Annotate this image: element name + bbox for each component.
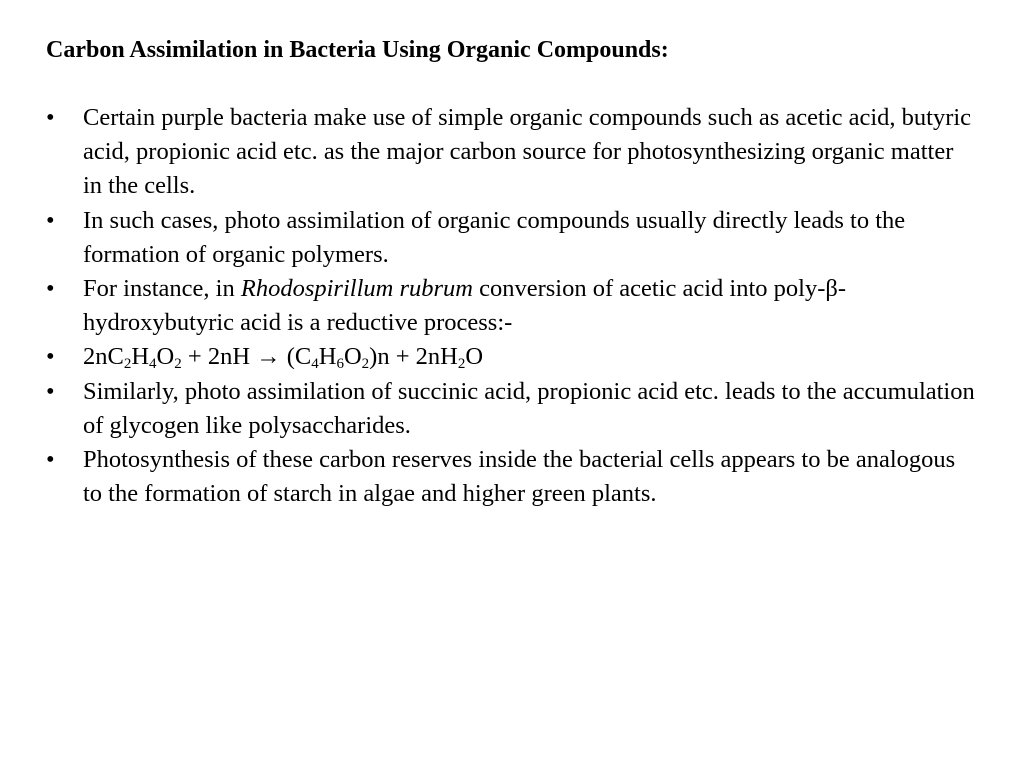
eq-subscript: 2 <box>361 356 370 373</box>
eq-part: H <box>318 343 337 371</box>
slide-title: Carbon Assimilation in Bacteria Using Organic Compounds: <box>46 37 669 63</box>
eq-subscript: 6 <box>336 356 344 373</box>
bullet-text: Certain purple bacteria make use of simple organic compounds such as acetic acid, butyric acid, propionic acid etc. as the major carbon source for photosynthesizing organic matter in the cells. <box>83 104 972 200</box>
bullet-marker: • <box>46 104 55 131</box>
eq-part: H <box>131 343 150 371</box>
bullet-marker: • <box>46 206 55 234</box>
bullet-list <box>46 101 976 511</box>
chemical-equation <box>83 343 484 373</box>
eq-part: O <box>465 343 484 371</box>
eq-part: 2nC <box>83 343 124 371</box>
bullet-item-5 <box>46 375 976 443</box>
eq-subscript: 4 <box>149 356 157 373</box>
eq-part: )n + 2nH <box>369 343 458 371</box>
eq-subscript: 4 <box>311 356 319 373</box>
organism-name: Rhodospirillum rubrum <box>240 275 473 303</box>
bullet-marker: • <box>46 377 55 405</box>
eq-subscript: 2 <box>174 356 182 373</box>
bullet-item-4-equation <box>46 340 976 374</box>
bullet-marker: • <box>46 275 55 303</box>
eq-part: O <box>156 343 175 371</box>
eq-part: O <box>343 343 362 371</box>
bullet-item-2 <box>46 204 976 272</box>
bullet-item-1 <box>46 101 976 204</box>
bullet-marker: • <box>46 343 55 371</box>
bullet-item-3 <box>46 272 976 340</box>
bullet-text-after: conversion of acetic acid into poly-β-hydroxybutyric acid is a reductive process:- <box>83 275 846 337</box>
bullet-text: Similarly, photo assimilation of succinic acid, propionic acid etc. leads to the accumulation of glycogen like polysaccharides. <box>83 377 975 439</box>
bullet-text-before: For instance, in <box>83 275 241 303</box>
bullet-marker: • <box>46 446 55 474</box>
bullet-text: In such cases, photo assimilation of organic compounds usually directly leads to the formation of organic polymers. <box>83 206 906 268</box>
bullet-item-6 <box>46 443 976 511</box>
bullet-text: Photosynthesis of these carbon reserves inside the bacterial cells appears to be analogous to the formation of starch in algae and higher green plants. <box>83 446 956 508</box>
eq-subscript: 2 <box>457 356 466 373</box>
eq-subscript: 2 <box>123 356 132 373</box>
eq-part: + 2nH → (C <box>181 343 312 371</box>
